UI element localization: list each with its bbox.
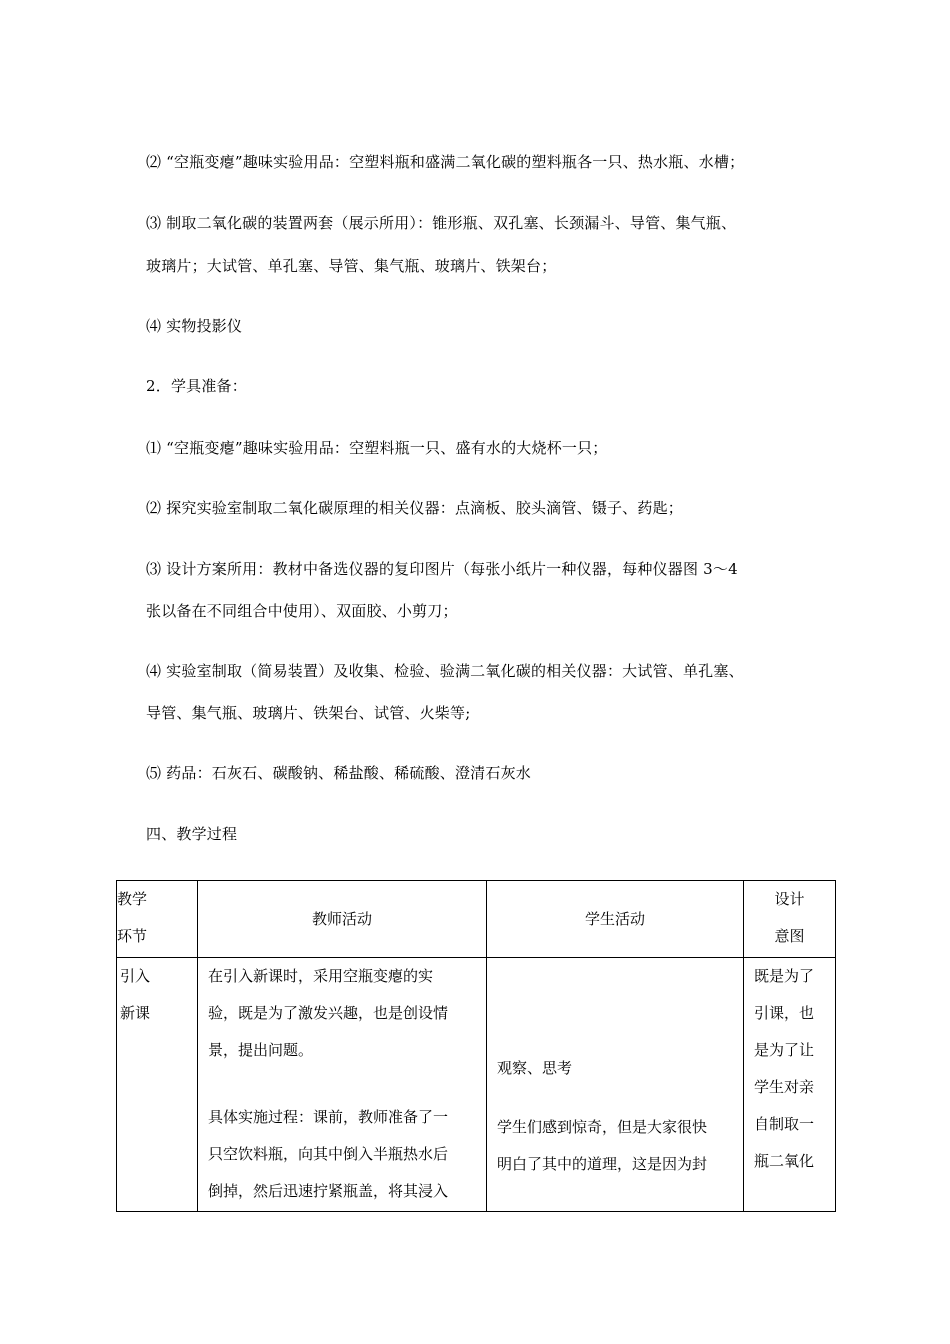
row1-teacher-p1-line-2: 验，既是为了激发兴趣，也是创设情 [208, 1004, 449, 1022]
row1-teacher-p2-line-1: 具体实施过程：课前，教师准备了一 [208, 1108, 449, 1126]
row1-teacher [198, 958, 487, 1212]
header-student-label: 学生活动 [584, 909, 645, 928]
row1-design-line-5: 自制取一 [754, 1115, 815, 1133]
row1-design-line-3: 是为了让 [754, 1041, 815, 1059]
table-header-row [117, 881, 836, 958]
row1-design-line-1: 既是为了 [754, 967, 815, 985]
header-stage-line-1: 教学 [117, 890, 148, 908]
student-item-1: ⑴ “空瓶变瘪”趣味实验用品：空塑料瓶一只、盛有水的大烧杯一只； [146, 439, 608, 457]
header-student [487, 881, 744, 958]
teaching-process-table [116, 880, 836, 1212]
row1-teacher-p1-line-1: 在引入新课时，采用空瓶变瘪的实 [208, 967, 434, 985]
row1-design [744, 958, 836, 1212]
header-teacher [198, 881, 487, 958]
row1-stage-line-2: 新课 [120, 1004, 151, 1022]
row1-teacher-para-1 [208, 958, 478, 1069]
row1-student-p2-line-1: 学生们感到惊奇，但是大家很快 [497, 1118, 708, 1136]
row1-design-line-4: 学生对亲 [754, 1078, 815, 1096]
row1-student [487, 958, 744, 1212]
header-stage [117, 881, 198, 958]
student-item-4: ⑷ 实验室制取（简易装置）及收集、检验、验满二氧化碳的相关仪器：大试管、单孔塞、 [146, 662, 744, 680]
teacher-item-2: ⑵ “空瓶变瘪”趣味实验用品：空塑料瓶和盛满二氧化碳的塑料瓶各一只、热水瓶、水槽； [146, 153, 745, 171]
row1-student-para-1: 观察、思考 [497, 1059, 573, 1077]
row1-stage [117, 958, 198, 1212]
row1-teacher-p2-line-3: 倒掉，然后迅速拧紧瓶盖，将其浸入 [208, 1182, 449, 1200]
teacher-item-3: ⑶ 制取二氧化碳的装置两套（展示所用）：锥形瓶、双孔塞、长颈漏斗、导管、集气瓶、 [146, 214, 737, 232]
row1-teacher-para-2 [208, 1099, 478, 1210]
row1-design-line-6: 瓶二氧化 [754, 1152, 815, 1170]
teacher-item-3-cont: 玻璃片；大试管、单孔塞、导管、集气瓶、玻璃片、铁架台； [146, 257, 557, 275]
student-prep-heading: 2．学具准备： [146, 377, 247, 395]
student-item-5: ⑸ 药品：石灰石、碳酸钠、稀盐酸、稀硫酸、澄清石灰水 [146, 764, 531, 782]
student-item-3: ⑶ 设计方案所用：教材中备选仪器的复印图片（每张小纸片一种仪器，每种仪器图 3～4 [146, 560, 738, 578]
section-title: 四、教学过程 [146, 825, 238, 843]
row1-student-p2-line-2: 明白了其中的道理，这是因为封 [497, 1155, 708, 1173]
header-design [744, 881, 836, 958]
header-design-line-2: 意图 [774, 927, 805, 945]
row1-stage-line-1: 引入 [120, 967, 151, 985]
header-design-line-1: 设计 [774, 890, 805, 908]
student-item-2: ⑵ 探究实验室制取二氧化碳原理的相关仪器：点滴板、胶头滴管、镊子、药匙； [146, 499, 683, 517]
row1-student-para-2 [497, 1109, 737, 1183]
student-item-3-cont: 张以备在不同组合中使用）、双面胶、小剪刀； [146, 602, 458, 620]
header-teacher-label: 教师活动 [311, 909, 372, 928]
row1-teacher-p1-line-3: 景，提出问题。 [208, 1041, 314, 1059]
teacher-item-4: ⑷ 实物投影仪 [146, 317, 243, 335]
row1-design-line-2: 引课，也 [754, 1004, 815, 1022]
table-row [117, 958, 836, 1212]
header-stage-line-2: 环节 [117, 927, 148, 945]
row1-teacher-p2-line-2: 只空饮料瓶，向其中倒入半瓶热水后 [208, 1145, 449, 1163]
student-item-4-cont: 导管、集气瓶、玻璃片、铁架台、试管、火柴等; [146, 704, 471, 722]
